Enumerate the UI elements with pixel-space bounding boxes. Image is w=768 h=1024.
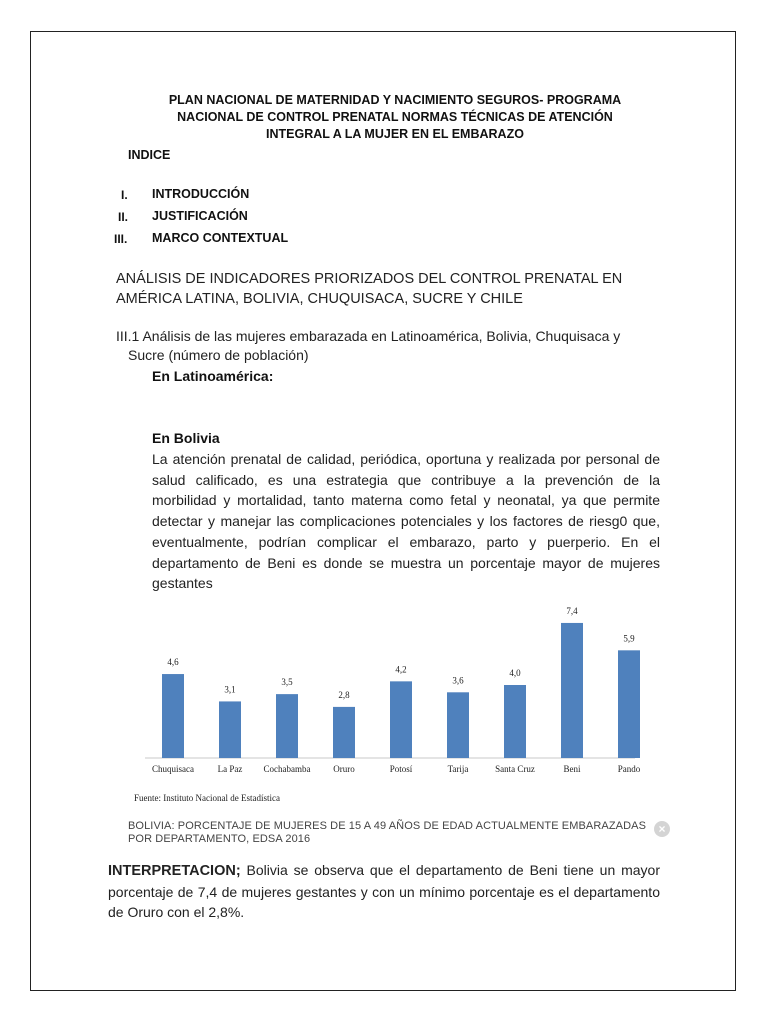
indice-heading: INDICE	[128, 148, 171, 162]
category-label: Oruro	[333, 764, 355, 774]
bar-cochabamba	[276, 694, 298, 758]
title-line-1: PLAN NACIONAL DE MATERNIDAD Y NACIMIENTO SEGUROS- PROGRAMA	[168, 93, 622, 107]
category-label: Santa Cruz	[495, 764, 535, 774]
data-label: 3,6	[452, 675, 464, 686]
toc-item-justificacion: JUSTIFICACIÓN	[152, 209, 248, 223]
bar-potos-	[390, 681, 412, 758]
bar-beni	[561, 623, 583, 758]
bar-santa-cruz	[504, 685, 526, 758]
bar-oruro	[333, 707, 355, 758]
interpretation-paragraph	[108, 860, 660, 923]
data-label: 3,1	[224, 684, 236, 695]
title-line-3: INTEGRAL A LA MUJER EN EL EMBARAZO	[266, 127, 524, 141]
bar-la-paz	[219, 701, 241, 758]
title-line-2: NACIONAL DE CONTROL PRENATAL NORMAS TÉCNICAS DE ATENCIÓN	[177, 110, 613, 124]
close-icon[interactable]: ×	[654, 821, 670, 837]
latam-heading: En Latinoamérica:	[152, 368, 274, 384]
data-label: 2,8	[338, 689, 350, 700]
bolivia-paragraph: La atención prenatal de calidad, periódica, oportuna y realizada por personal de salud calificado, es una estrategia que contribuye a la prevención de la morbilidad y mortalidad, tanto materna como fetal y neonatal, ya que permite detectar y manejar las complicaciones potenciales y los factores de riesg0 que, eventualmente, podrían complicar el embarazo, parto y puerperio. En el departamento de Beni es donde se muestra un porcentaje mayor de mujeres gestantes	[152, 451, 660, 592]
bar-pando	[618, 650, 640, 758]
data-label: 4,6	[167, 657, 179, 668]
category-label: Tarija	[447, 764, 469, 774]
toc-number: III.	[114, 232, 128, 246]
subsection-heading-line-1: III.1 Análisis de las mujeres embarazada en Latinoamérica, Bolivia, Chuquisaca y	[116, 328, 621, 344]
bar-chart	[130, 590, 640, 780]
document-title	[110, 92, 680, 143]
analisis-heading: ANÁLISIS DE INDICADORES PRIORIZADOS DEL CONTROL PRENATAL EN AMÉRICA LATINA, BOLIVIA, CHUQUISACA, SUCRE Y CHILE	[116, 271, 623, 307]
category-label: Cochabamba	[263, 764, 311, 774]
category-label: Potosí	[389, 764, 413, 774]
data-label: 5,9	[623, 633, 635, 644]
toc-number: II.	[118, 210, 129, 224]
toc-item-marco-contextual: MARCO CONTEXTUAL	[152, 231, 289, 245]
category-label: La Paz	[217, 764, 243, 774]
source-note: Fuente: Instituto Nacional de Estadística	[134, 793, 280, 803]
bar-tarija	[447, 692, 469, 758]
data-label: 4,0	[509, 668, 521, 678]
toc-number: I.	[121, 188, 128, 202]
data-label: 3,5	[281, 677, 293, 688]
interpretation-label: INTERPRETACION;	[108, 863, 241, 879]
bar-chuquisaca	[162, 674, 184, 758]
data-label: 7,4	[566, 605, 578, 616]
figure-caption: BOLIVIA: PORCENTAJE DE MUJERES DE 15 A 49 AÑOS DE EDAD ACTUALMENTE EMBARAZADAS POR DEPARTAMENTO, EDSA 2016	[128, 820, 647, 845]
toc-item-introduccion: INTRODUCCIÓN	[152, 187, 250, 201]
category-label: Pando	[617, 764, 640, 774]
subsection-heading-line-2: Sucre (número de población)	[128, 347, 309, 363]
bolivia-heading: En Bolivia	[152, 430, 220, 446]
category-label: Beni	[563, 764, 581, 774]
data-label: 4,2	[395, 664, 407, 675]
category-label: Chuquisaca	[152, 764, 194, 774]
interpretation-text: Bolivia se observa que el departamento de Beni tiene un mayor porcentaje de 7,4 de mujeres gestantes y con un mínimo porcentaje es el departamento de Oruro con el 2,8%.	[108, 862, 660, 920]
